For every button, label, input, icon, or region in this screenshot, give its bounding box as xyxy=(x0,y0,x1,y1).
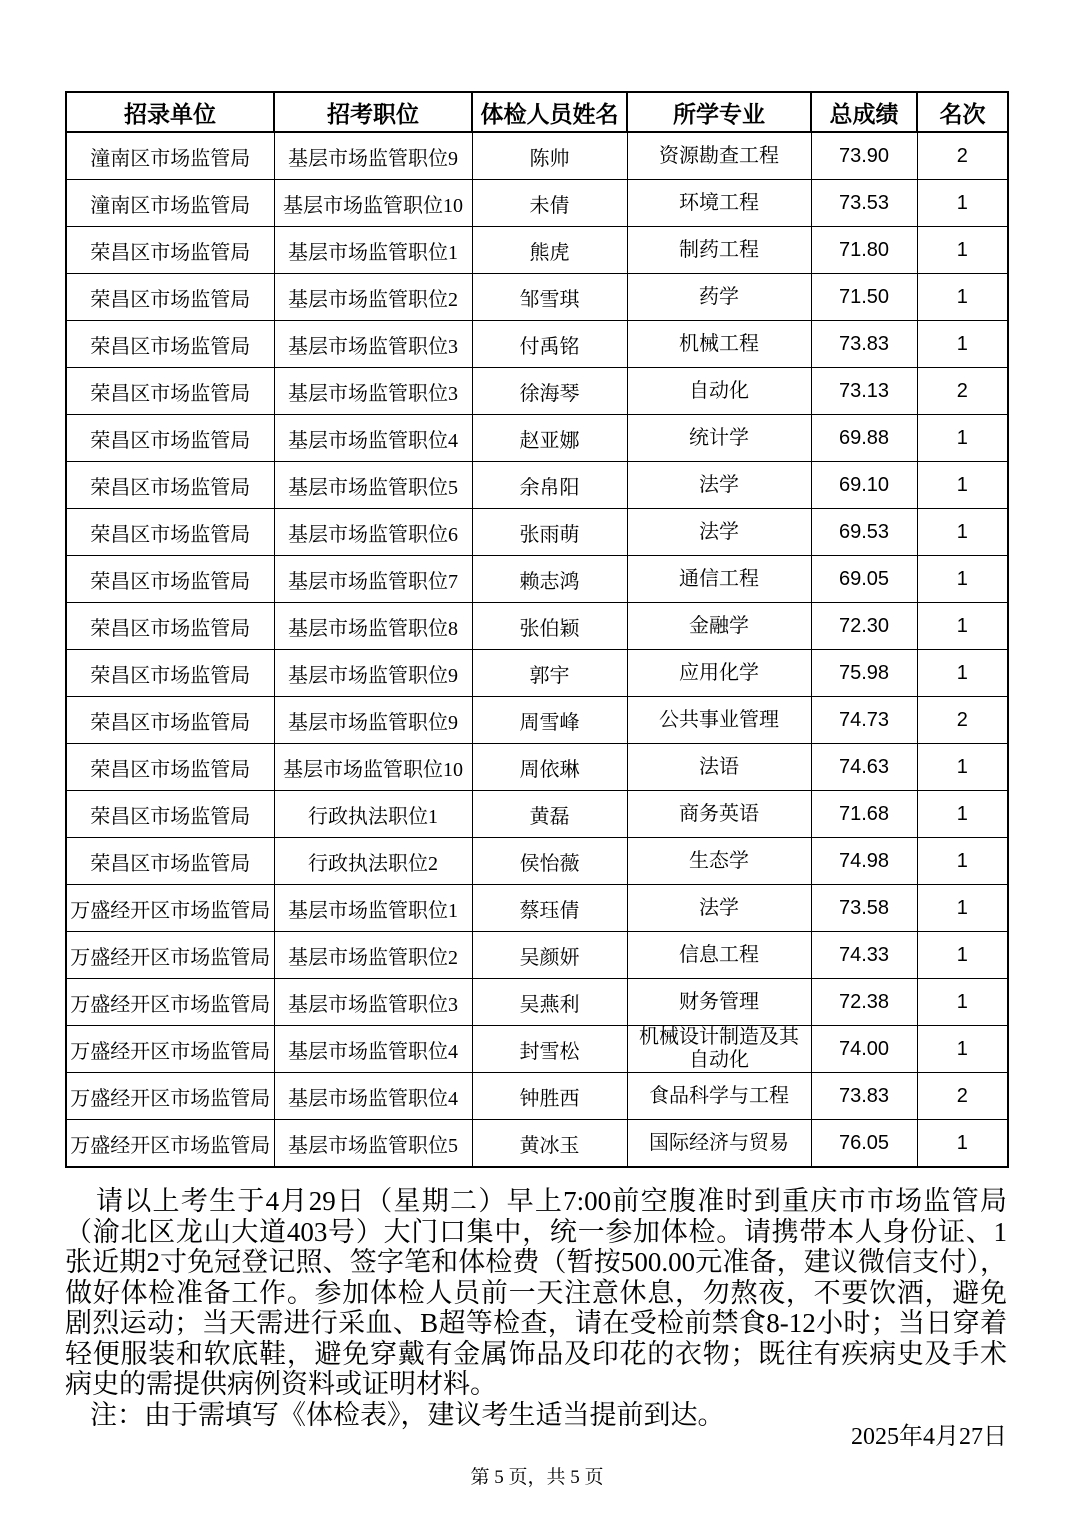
table-cell: 行政执法职位1 xyxy=(274,791,472,838)
table-row xyxy=(66,650,1008,697)
table-cell: 万盛经开区市场监管局 xyxy=(66,1026,274,1073)
table-cell: 1 xyxy=(917,180,1008,227)
table-row xyxy=(66,697,1008,744)
table-cell: 基层市场监管职位10 xyxy=(274,180,472,227)
column-header: 名次 xyxy=(917,92,1008,132)
table-cell: 1 xyxy=(917,321,1008,368)
table-cell: 荣昌区市场监管局 xyxy=(66,462,274,509)
date-line: 2025年4月27日 xyxy=(851,1424,1007,1450)
table-cell: 荣昌区市场监管局 xyxy=(66,415,274,462)
table-row xyxy=(66,885,1008,932)
table-cell: 73.53 xyxy=(811,180,917,227)
table-row xyxy=(66,603,1008,650)
table-cell: 75.98 xyxy=(811,650,917,697)
table-cell: 荣昌区市场监管局 xyxy=(66,791,274,838)
table-cell: 基层市场监管职位3 xyxy=(274,979,472,1026)
table-cell: 万盛经开区市场监管局 xyxy=(66,885,274,932)
table-cell: 法学 xyxy=(627,885,811,932)
table-cell: 钟胜西 xyxy=(472,1073,627,1120)
table-row xyxy=(66,180,1008,227)
table-cell: 荣昌区市场监管局 xyxy=(66,509,274,556)
table-cell: 商务英语 xyxy=(627,791,811,838)
table-cell: 自动化 xyxy=(627,368,811,415)
table-row xyxy=(66,462,1008,509)
table-cell: 陈帅 xyxy=(472,132,627,180)
table-cell: 万盛经开区市场监管局 xyxy=(66,979,274,1026)
table-cell: 生态学 xyxy=(627,838,811,885)
table-cell: 资源勘查工程 xyxy=(627,132,811,180)
table-row xyxy=(66,509,1008,556)
table-cell: 1 xyxy=(917,274,1008,321)
table-cell: 基层市场监管职位2 xyxy=(274,932,472,979)
table-row xyxy=(66,1073,1008,1120)
table-cell: 机械设计制造及其自动化 xyxy=(627,1026,811,1073)
table-cell: 法学 xyxy=(627,462,811,509)
exam-candidates-table xyxy=(65,91,1009,1168)
table-cell: 万盛经开区市场监管局 xyxy=(66,1073,274,1120)
table-cell: 基层市场监管职位9 xyxy=(274,697,472,744)
table-cell: 余帛阳 xyxy=(472,462,627,509)
table-row xyxy=(66,791,1008,838)
table-cell: 应用化学 xyxy=(627,650,811,697)
table-cell: 财务管理 xyxy=(627,979,811,1026)
table-cell: 郭宇 xyxy=(472,650,627,697)
table-cell: 万盛经开区市场监管局 xyxy=(66,932,274,979)
table-cell: 赖志鸿 xyxy=(472,556,627,603)
table-cell: 73.13 xyxy=(811,368,917,415)
table-cell: 1 xyxy=(917,885,1008,932)
column-header: 总成绩 xyxy=(811,92,917,132)
table-cell: 环境工程 xyxy=(627,180,811,227)
table-cell: 71.68 xyxy=(811,791,917,838)
table-cell: 76.05 xyxy=(811,1120,917,1168)
table-cell: 基层市场监管职位3 xyxy=(274,321,472,368)
table-cell: 2 xyxy=(917,697,1008,744)
table-cell: 金融学 xyxy=(627,603,811,650)
table-cell: 未倩 xyxy=(472,180,627,227)
table-cell: 71.80 xyxy=(811,227,917,274)
table-cell: 69.10 xyxy=(811,462,917,509)
table-row xyxy=(66,979,1008,1026)
notes-section xyxy=(65,1186,1007,1430)
table-cell: 1 xyxy=(917,932,1008,979)
table-cell: 基层市场监管职位2 xyxy=(274,274,472,321)
table-row xyxy=(66,556,1008,603)
table-cell: 潼南区市场监管局 xyxy=(66,132,274,180)
table-cell: 基层市场监管职位1 xyxy=(274,885,472,932)
table-cell: 基层市场监管职位3 xyxy=(274,368,472,415)
table-cell: 荣昌区市场监管局 xyxy=(66,274,274,321)
page-number-footer: 第 5 页，共 5 页 xyxy=(470,1467,604,1488)
table-cell: 74.00 xyxy=(811,1026,917,1073)
table-cell: 72.30 xyxy=(811,603,917,650)
table-cell: 73.58 xyxy=(811,885,917,932)
table-cell: 付禹铭 xyxy=(472,321,627,368)
table-cell: 赵亚娜 xyxy=(472,415,627,462)
table-cell: 荣昌区市场监管局 xyxy=(66,556,274,603)
table-cell: 荣昌区市场监管局 xyxy=(66,603,274,650)
table-body xyxy=(66,132,1008,1167)
table-cell: 黄冰玉 xyxy=(472,1120,627,1168)
note-line: 注：由于需填写《体检表》，建议考生适当提前到达。 xyxy=(90,1399,725,1430)
table-cell: 信息工程 xyxy=(627,932,811,979)
column-header: 所学专业 xyxy=(627,92,811,132)
table-cell: 封雪松 xyxy=(472,1026,627,1073)
table-cell: 吴燕利 xyxy=(472,979,627,1026)
table-row xyxy=(66,415,1008,462)
header-row xyxy=(66,92,1008,132)
table-cell: 行政执法职位2 xyxy=(274,838,472,885)
table-cell: 1 xyxy=(917,1026,1008,1073)
table-cell: 公共事业管理 xyxy=(627,697,811,744)
table-cell: 荣昌区市场监管局 xyxy=(66,744,274,791)
table-cell: 1 xyxy=(917,838,1008,885)
table-cell: 1 xyxy=(917,556,1008,603)
table-cell: 药学 xyxy=(627,274,811,321)
table-header xyxy=(66,92,1008,132)
table-cell: 74.63 xyxy=(811,744,917,791)
table-row xyxy=(66,274,1008,321)
table-cell: 荣昌区市场监管局 xyxy=(66,650,274,697)
table-cell: 熊虎 xyxy=(472,227,627,274)
table-cell: 机械工程 xyxy=(627,321,811,368)
table-cell: 徐海琴 xyxy=(472,368,627,415)
table-cell: 基层市场监管职位5 xyxy=(274,462,472,509)
table-cell: 张伯颖 xyxy=(472,603,627,650)
table-cell: 1 xyxy=(917,650,1008,697)
table-cell: 2 xyxy=(917,132,1008,180)
table-cell: 1 xyxy=(917,979,1008,1026)
table-cell: 1 xyxy=(917,415,1008,462)
table-cell: 69.05 xyxy=(811,556,917,603)
table-cell: 基层市场监管职位7 xyxy=(274,556,472,603)
table-cell: 荣昌区市场监管局 xyxy=(66,368,274,415)
table-cell: 邹雪琪 xyxy=(472,274,627,321)
table-cell: 1 xyxy=(917,744,1008,791)
table-cell: 通信工程 xyxy=(627,556,811,603)
table-cell: 荣昌区市场监管局 xyxy=(66,697,274,744)
table-cell: 法学 xyxy=(627,509,811,556)
table-cell: 吴颜妍 xyxy=(472,932,627,979)
table-cell: 1 xyxy=(917,1120,1008,1168)
table-cell: 基层市场监管职位8 xyxy=(274,603,472,650)
table-cell: 制药工程 xyxy=(627,227,811,274)
table-row xyxy=(66,227,1008,274)
table-cell: 73.83 xyxy=(811,321,917,368)
column-header: 招考职位 xyxy=(274,92,472,132)
table-cell: 周依琳 xyxy=(472,744,627,791)
table-cell: 潼南区市场监管局 xyxy=(66,180,274,227)
table-cell: 73.90 xyxy=(811,132,917,180)
table-cell: 71.50 xyxy=(811,274,917,321)
table-row xyxy=(66,838,1008,885)
table-cell: 荣昌区市场监管局 xyxy=(66,227,274,274)
table-cell: 黄磊 xyxy=(472,791,627,838)
table-cell: 基层市场监管职位4 xyxy=(274,1026,472,1073)
table-cell: 荣昌区市场监管局 xyxy=(66,838,274,885)
column-header: 招录单位 xyxy=(66,92,274,132)
column-header: 体检人员姓名 xyxy=(472,92,627,132)
table-cell: 张雨萌 xyxy=(472,509,627,556)
table-cell: 基层市场监管职位4 xyxy=(274,415,472,462)
table-row xyxy=(66,932,1008,979)
table-cell: 基层市场监管职位9 xyxy=(274,132,472,180)
table-cell: 基层市场监管职位1 xyxy=(274,227,472,274)
table-cell: 1 xyxy=(917,462,1008,509)
table-cell: 2 xyxy=(917,368,1008,415)
table-row xyxy=(66,1120,1008,1168)
table-cell: 基层市场监管职位5 xyxy=(274,1120,472,1168)
table-cell: 69.53 xyxy=(811,509,917,556)
table-cell: 73.83 xyxy=(811,1073,917,1120)
table-cell: 1 xyxy=(917,227,1008,274)
table-cell: 74.73 xyxy=(811,697,917,744)
table-cell: 74.98 xyxy=(811,838,917,885)
table-cell: 法语 xyxy=(627,744,811,791)
table-cell: 国际经济与贸易 xyxy=(627,1120,811,1168)
table-cell: 1 xyxy=(917,791,1008,838)
notice-paragraph: 请以上考生于4月29日（星期二）早上7:00前空腹准时到重庆市市场监管局（渝北区龙山大道403号）大门口集中，统一参加体检。请携带本人身份证、1张近期2寸免冠登记照、签字笔和体检费（暂按500.00元准备，建议微信支付），做好体检准备工作。参加体检人员前一天注意休息，勿熬夜，不要饮酒，避免剧烈运动；当天需进行采血、B超等检查，请在受检前禁食8-12小时；当日穿着轻便服装和软底鞋，避免穿戴有金属饰品及印花的衣物；既往有疾病史及手术病史的需提供病例资料或证明材料。 xyxy=(65,1186,1007,1399)
table-cell: 基层市场监管职位6 xyxy=(274,509,472,556)
table-cell: 蔡珏倩 xyxy=(472,885,627,932)
table-row xyxy=(66,744,1008,791)
table-cell: 基层市场监管职位10 xyxy=(274,744,472,791)
table-cell: 统计学 xyxy=(627,415,811,462)
table-row xyxy=(66,368,1008,415)
table-cell: 72.38 xyxy=(811,979,917,1026)
table-cell: 侯怡薇 xyxy=(472,838,627,885)
table-cell: 食品科学与工程 xyxy=(627,1073,811,1120)
table-cell: 1 xyxy=(917,603,1008,650)
table-row xyxy=(66,132,1008,180)
table-cell: 74.33 xyxy=(811,932,917,979)
table-cell: 2 xyxy=(917,1073,1008,1120)
table-cell: 荣昌区市场监管局 xyxy=(66,321,274,368)
table-row xyxy=(66,321,1008,368)
table-cell: 69.88 xyxy=(811,415,917,462)
table-cell: 基层市场监管职位9 xyxy=(274,650,472,697)
table-cell: 1 xyxy=(917,509,1008,556)
table-row xyxy=(66,1026,1008,1073)
table-cell: 万盛经开区市场监管局 xyxy=(66,1120,274,1168)
table-cell: 基层市场监管职位4 xyxy=(274,1073,472,1120)
table-cell: 周雪峰 xyxy=(472,697,627,744)
